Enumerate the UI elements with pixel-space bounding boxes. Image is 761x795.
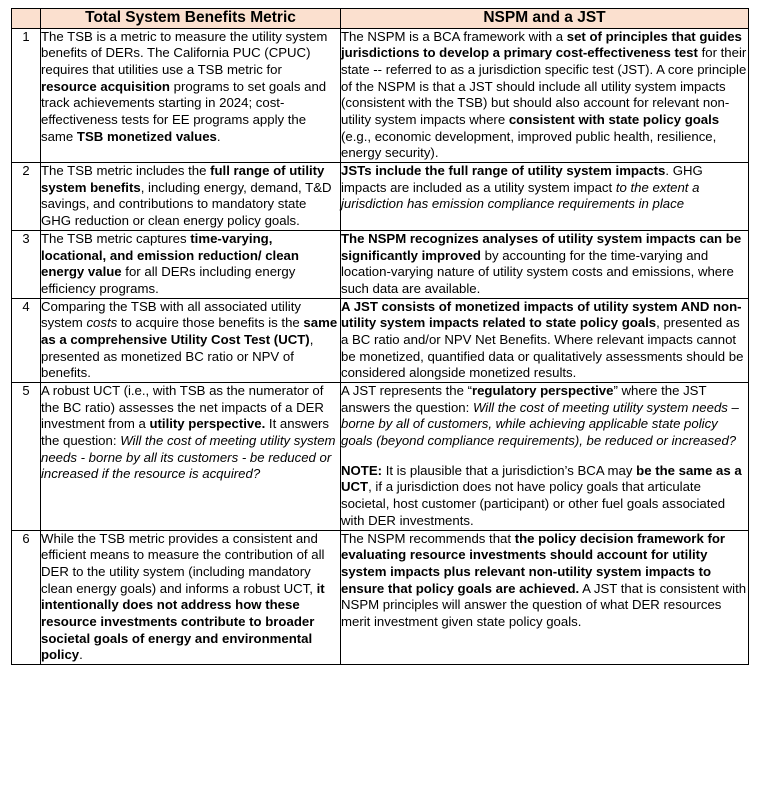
cell-tsb: The TSB metric captures time-varying, locational, and emission reduction/ clean energy value for all DERs including energy efficiency programs. bbox=[41, 230, 341, 298]
row-number: 1 bbox=[12, 28, 41, 163]
row-number: 6 bbox=[12, 530, 41, 665]
header-cell-left: Total System Benefits Metric bbox=[41, 9, 341, 29]
table-row bbox=[12, 530, 749, 665]
header-cell-number bbox=[12, 9, 41, 29]
row-number: 4 bbox=[12, 298, 41, 382]
table-row bbox=[12, 28, 749, 163]
row-number: 2 bbox=[12, 163, 41, 231]
table-row bbox=[12, 230, 749, 298]
cell-tsb: The TSB is a metric to measure the utility system benefits of DERs. The California PUC (CPUC) requires that utilities use a TSB metric for resource acquisition programs to set goals and track achievements starting in 2024; cost-effectiveness tests for EE programs apply the same TSB monetized values. bbox=[41, 28, 341, 163]
cell-tsb: While the TSB metric provides a consistent and efficient means to measure the contribution of all DER to the utility system (including mandatory clean energy goals) and informs a robust UCT, it intentionally does not address how these resource investments contribute to broader societal goals of energy and environmental policy. bbox=[41, 530, 341, 665]
cell-nspm: The NSPM is a BCA framework with a set of principles that guides jurisdictions to develop a primary cost-effectiveness test for their state -- referred to as a jurisdiction specific test (JST). A core principle of the NSPM is that a JST should include all utility system impacts (consistent with the TSB) but should also account for relevant non-utility system impacts where consistent with state policy goals (e.g., economic development, improved public health, resilience, energy security). bbox=[341, 28, 749, 163]
cell-nspm: JSTs include the full range of utility system impacts. GHG impacts are included as a utility system impact to the extent a jurisdiction has emission compliance requirements in place bbox=[341, 163, 749, 231]
cell-tsb: Comparing the TSB with all associated utility system costs to acquire those benefits is the same as a comprehensive Utility Cost Test (UCT), presented as monetized BC ratio or NPV of benefits. bbox=[41, 298, 341, 382]
table-row bbox=[12, 298, 749, 382]
row-number: 3 bbox=[12, 230, 41, 298]
header-cell-right: NSPM and a JST bbox=[341, 9, 749, 29]
cell-nspm: The NSPM recognizes analyses of utility system impacts can be significantly improved by accounting for the time-varying and location-varying nature of utility system costs and emissions, where such data are available. bbox=[341, 230, 749, 298]
comparison-table bbox=[11, 8, 749, 665]
table-body bbox=[12, 28, 749, 664]
cell-nspm: A JST consists of monetized impacts of utility system AND non-utility system impacts related to state policy goals, presented as a BC ratio and/or NPV Net Benefits. Where relevant impacts cannot be monetized, quantified data or qualitatively assessments should be considered alongside monetized results. bbox=[341, 298, 749, 382]
cell-tsb: The TSB metric includes the full range of utility system benefits, including energy, demand, T&D savings, and contributions to mandatory state GHG reduction or clean energy policy goals. bbox=[41, 163, 341, 231]
cell-nspm: A JST represents the “regulatory perspective” where the JST answers the question: Will the cost of meeting utility system needs – borne by all of customers, while achieving applicable state policy goals (beyond compliance requirements), be reduced or increased? NOTE: It is plausible that a jurisdiction’s BCA may be the same as a UCT, if a jurisdiction does not have policy goals that articulate societal, host customer (participant) or other fuel goals associated with DER investments. bbox=[341, 383, 749, 531]
table-row bbox=[12, 163, 749, 231]
header-row bbox=[12, 9, 749, 29]
row-number: 5 bbox=[12, 383, 41, 531]
table-header bbox=[12, 9, 749, 29]
cell-nspm: The NSPM recommends that the policy decision framework for evaluating resource investments should account for utility system impacts plus relevant non-utility system impacts to ensure that policy goals are achieved. A JST that is consistent with NSPM principles will answer the question of what DER resources merit investment given state policy goals. bbox=[341, 530, 749, 665]
table-row bbox=[12, 383, 749, 531]
cell-tsb: A robust UCT (i.e., with TSB as the numerator of the BC ratio) assesses the net impacts of a DER investment from a utility perspective. It answers the question: Will the cost of meeting utility system needs - borne by all its customers - be reduced or increased if the resource is acquired? bbox=[41, 383, 341, 531]
